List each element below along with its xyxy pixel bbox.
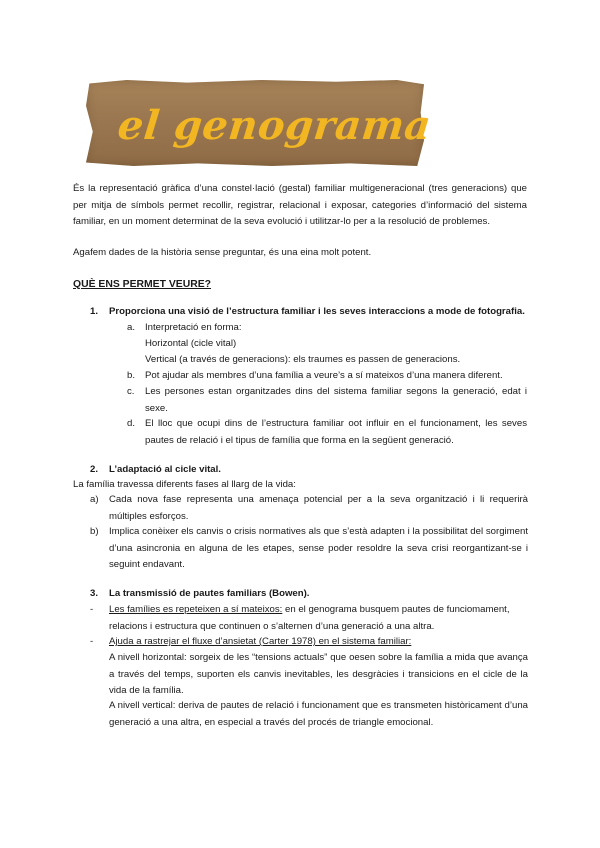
- item-2b-text: Implica conèixer els canvis o crisis normatives als que s’està adapten i la possibilitat del sorgiment d’una asincronia en alguna de les etapes, sense poder resoldre la seva crisi reorgantizant-se i seguint endavant.: [109, 526, 528, 571]
- item-1-title: Proporciona una visió de l’estructura familiar i les seves interaccions a mode de fotografia.: [109, 306, 525, 317]
- item-2-number: 2.: [90, 464, 99, 475]
- item-1b-marker: b.: [127, 370, 136, 381]
- item-1-number: 1.: [90, 306, 99, 317]
- item-1a-line-3: Vertical (a través de generacions): els traumes es passen de generacions.: [145, 354, 461, 365]
- item-3-dash-2: -: [90, 636, 94, 647]
- item-3-number: 3.: [90, 588, 99, 599]
- item-1a-line-1: Interpretació en forma:: [145, 322, 242, 333]
- item-1b-text: Pot ajudar als membres d’una família a veure’s a sí mateixos d’una manera diferent.: [145, 370, 503, 381]
- intro-paragraph: És la representació gràfica d’una constel·lació (gestal) familiar multigeneracional (tres generacions) que per mitja de símbols permet recollir, registrar, relacional i exposar, categories d’informació del sistema familiar, en un moment determinat de la seva evolució i utilitzar-lo per a la resolució de problemes.: [73, 183, 527, 228]
- item-1c-marker: c.: [127, 386, 135, 397]
- item-2-title: L’adaptació al cicle vital.: [109, 464, 221, 475]
- item-1a-line-2: Horizontal (cicle vital): [145, 338, 237, 349]
- item-1c-text: Les persones estan organitzades dins del sistema familiar segons la generació, edat i sexe.: [145, 386, 527, 414]
- item-2-lead: La família travessa diferents fases al llarg de la vida:: [73, 479, 296, 490]
- item-3-point-2-vertical: A nivell vertical: deriva de pautes de relació i funcionament que es transmeten històricament d’una generació a una altra, en especial a través del procés de triangle emocional.: [109, 700, 528, 728]
- item-3-point-2-heading: Ajuda a rastrejar el fluxe d’ansietat (Carter 1978) en el sistema familiar:: [109, 636, 412, 647]
- item-3-point-1-text: en el genograma busquem pautes de funciomament, relacions i estructura que continuen o s’alternen d’una generació a una altra.: [109, 604, 510, 632]
- item-2b-marker: b): [90, 526, 99, 537]
- intro-note: Agafem dades de la història sense preguntar, és una eina molt potent.: [73, 247, 372, 258]
- item-3-title: La transmissió de pautes familiars (Bowen).: [109, 588, 310, 599]
- item-2a-text: Cada nova fase representa una amenaça potencial per a la seva organització i li requerirà múltiples esforços.: [109, 494, 528, 522]
- item-1d-marker: d.: [127, 418, 136, 429]
- page-title: el genograma: [115, 102, 434, 149]
- item-3-dash-1: -: [90, 604, 94, 615]
- item-1d-text: El lloc que ocupi dins de l’estructura familiar oot influir en el funcionament, les seves pautes de relació i el tipus de família que forma en la següent generació.: [145, 418, 527, 446]
- item-1a-marker: a.: [127, 322, 136, 333]
- item-3-point-1-underlined: Les famílies es repeteixen a sí mateixos:: [109, 604, 283, 615]
- item-3-point-2-horizontal: A nivell horizontal: sorgeix de les “tensions actuals” que oesen sobre la família a mida que avança a través del temps, suporten els canvis inevitables, les desgràcies i transicions en el cicle de la vida de la família.: [109, 652, 528, 697]
- section-heading: QUÈ ENS PERMET VEURE?: [73, 279, 211, 290]
- item-3-point-1: [109, 602, 528, 635]
- item-2a-marker: a): [90, 494, 99, 505]
